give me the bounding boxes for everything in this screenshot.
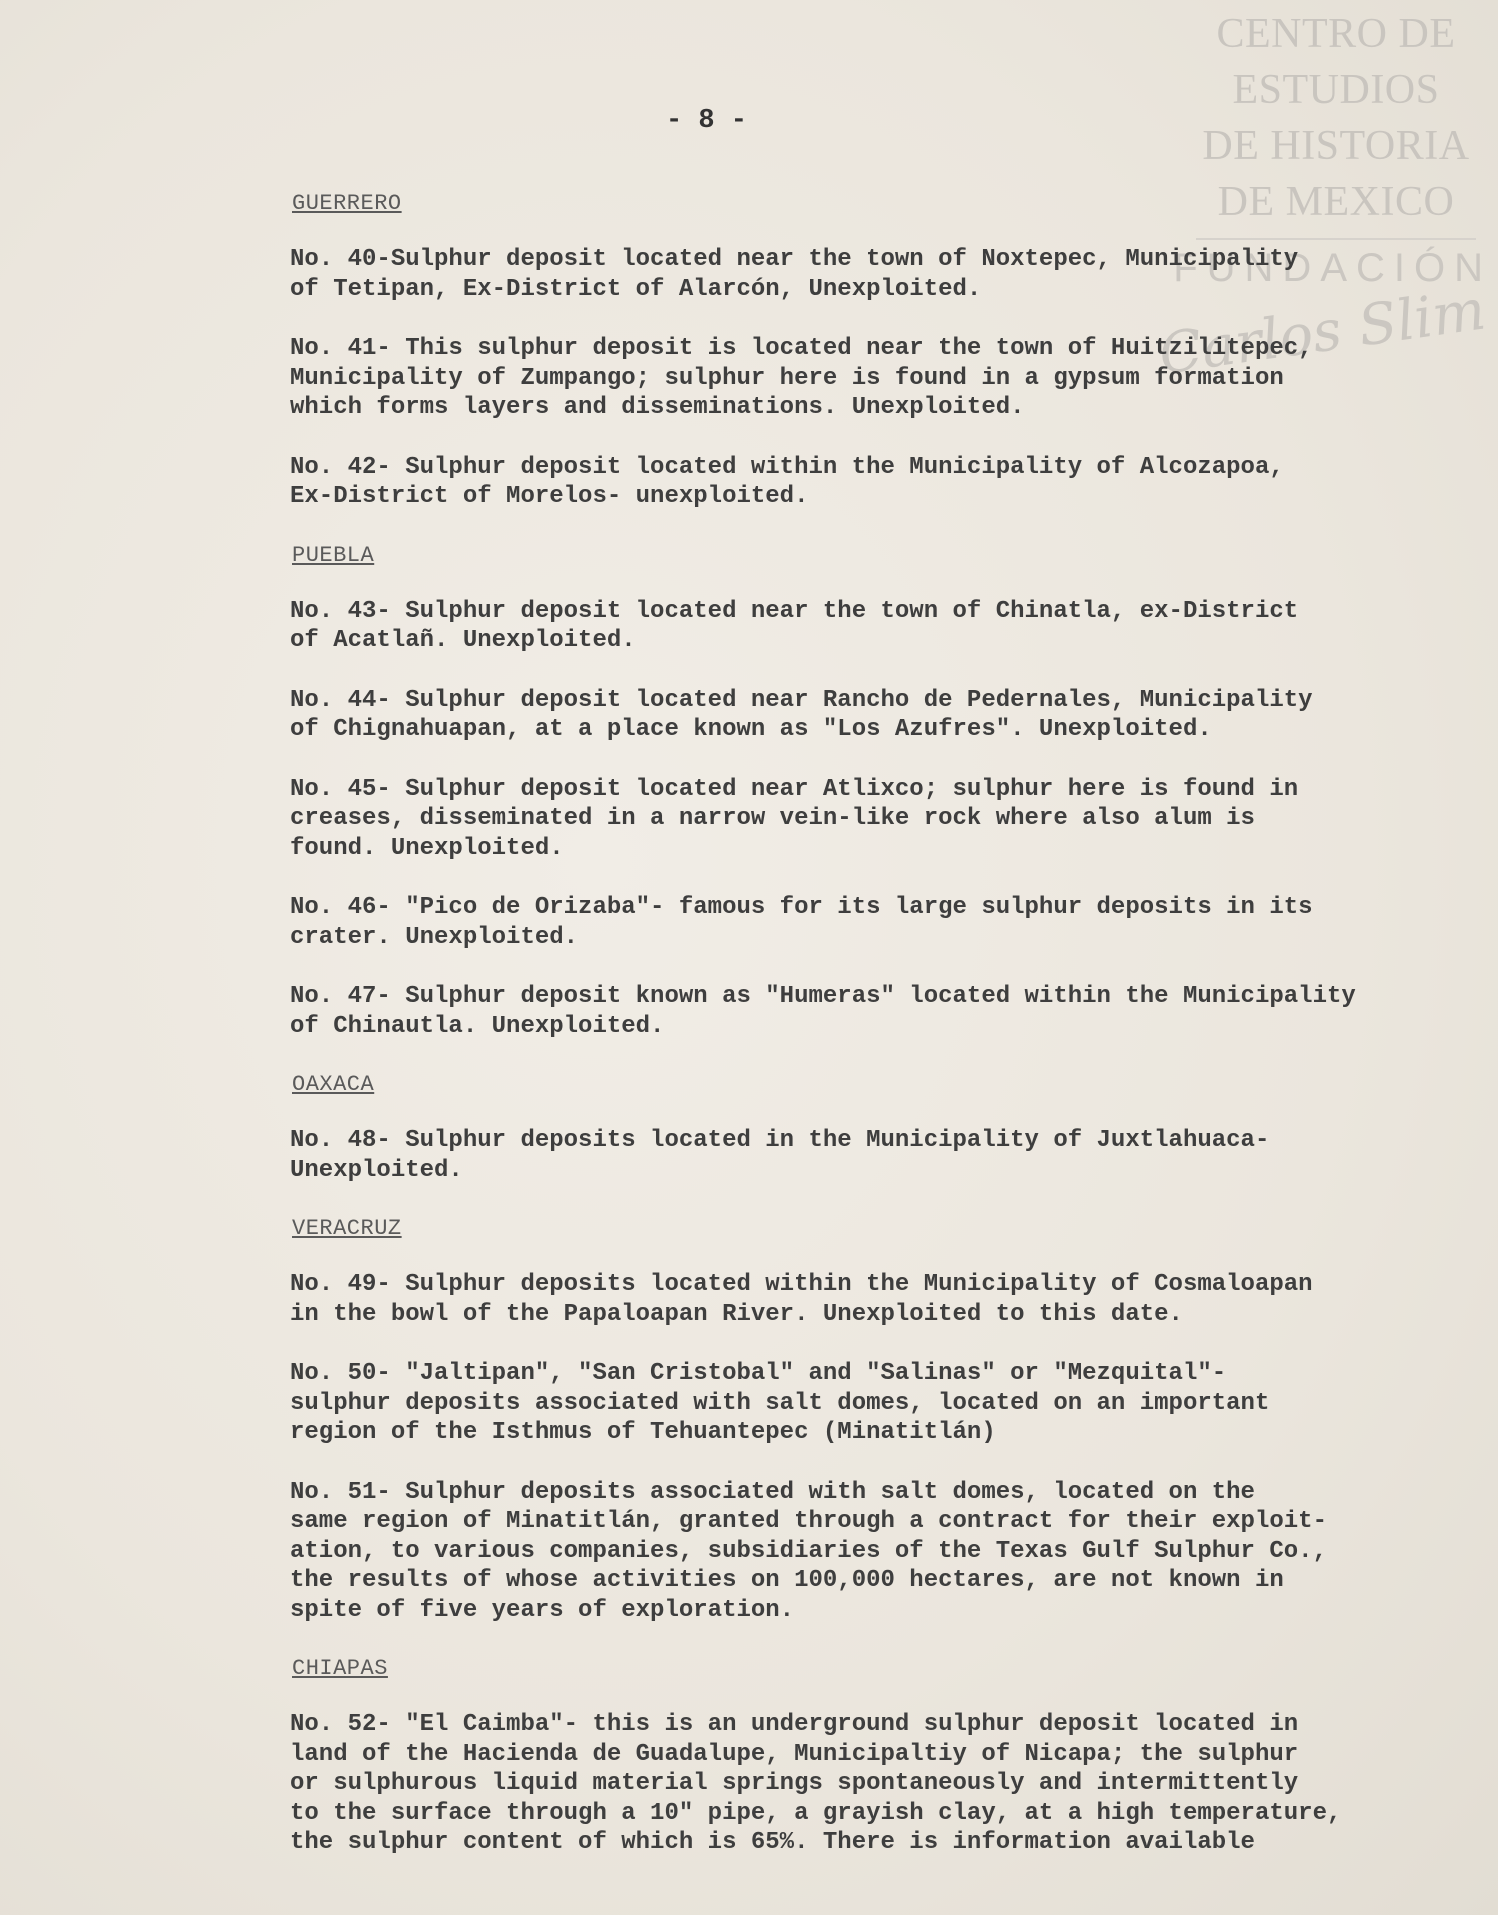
- deposit-entry: No. 43- Sulphur deposit located near the town of Chinatla, ex-District of Acatlañ. Unexploited.: [290, 597, 1299, 654]
- watermark-line: CENTRO DE: [1216, 11, 1456, 57]
- section-heading-oaxaca: OAXACA: [292, 1072, 375, 1097]
- deposit-entry: No. 50- "Jaltipan", "San Cristobal" and "Salinas" or "Mezquital"- sulphur deposits associated with salt domes, located on an important region of the Isthmus of Tehuantepec (Minatitlán): [290, 1360, 1270, 1446]
- deposit-entry: No. 45- Sulphur deposit located near Atlixco; sulphur here is found in creases, disseminated in a narrow vein-like rock where also alum is found. Unexploited.: [290, 775, 1299, 862]
- watermark-signature: Carlos Slim: [1154, 277, 1489, 388]
- deposit-entry: No. 44- Sulphur deposit located near Rancho de Pedernales, Municipality of Chignahuapan, at a place known as "Los Azufres". Unexploited.: [290, 686, 1313, 743]
- watermark-line: DE HISTORIA: [1202, 123, 1470, 169]
- deposit-entry: No. 42- Sulphur deposit located within the Municipality of Alcozapoa, Ex-District of Morelos- unexploited.: [290, 453, 1284, 510]
- deposit-entry: No. 52- "El Caimba"- this is an underground sulphur deposit located in land of the Hacienda de Guadalupe, Municipaltiy of Nicapa; the sulphur or sulphurous liquid material springs spontaneously and intermittently to the surface through a 10" pipe, a grayish clay, at a high temperature, the sulphur content of which is 65%. There is information available: [290, 1711, 1342, 1856]
- section-heading-puebla: PUEBLA: [292, 542, 375, 568]
- section-heading-guerrero: GUERRERO: [292, 191, 402, 216]
- page-number: - 8 -: [666, 106, 748, 136]
- deposit-entry: No. 48- Sulphur deposits located in the Municipality of Juxtlahuaca- Unexploited.: [290, 1127, 1270, 1184]
- deposit-entry: No. 40-Sulphur deposit located near the town of Noxtepec, Municipality of Tetipan, Ex-District of Alarcón, Unexploited.: [290, 246, 1299, 303]
- section-heading-chiapas: CHIAPAS: [292, 1656, 388, 1681]
- watermark-line: DE MEXICO: [1217, 179, 1455, 225]
- section-heading-veracruz: VERACRUZ: [292, 1216, 402, 1241]
- deposit-entry: No. 49- Sulphur deposits located within the Municipality of Cosmaloapan in the bowl of the Papaloapan River. Unexploited to this date.: [290, 1271, 1313, 1328]
- watermark-fundacion: FUNDACIÓN: [1173, 246, 1492, 290]
- document-body: [290, 190, 1410, 1858]
- deposit-entry: No. 51- Sulphur deposits associated with salt domes, located on the same region of Minatitlán, granted through a contract for their exploit- ation, to various companies, subsidiaries of the Texas Gulf Sulphur Co., the results of whose activities on 100,000 hectares, are not known in spite of five years of exploration.: [290, 1478, 1327, 1624]
- deposit-entry: No. 46- "Pico de Orizaba"- famous for its large sulphur deposits in its crater. Unexploited.: [290, 894, 1313, 951]
- deposit-entry: No. 47- Sulphur deposit known as "Humeras" located within the Municipality of Chinautla. Unexploited.: [290, 983, 1356, 1040]
- deposit-entry: No. 41- This sulphur deposit is located near the town of Huitzilitepec, Municipality of Zumpango; sulphur here is found in a gypsum formation which forms layers and disseminations. Unexploited.: [290, 335, 1313, 421]
- watermark-line: ESTUDIOS: [1232, 67, 1440, 113]
